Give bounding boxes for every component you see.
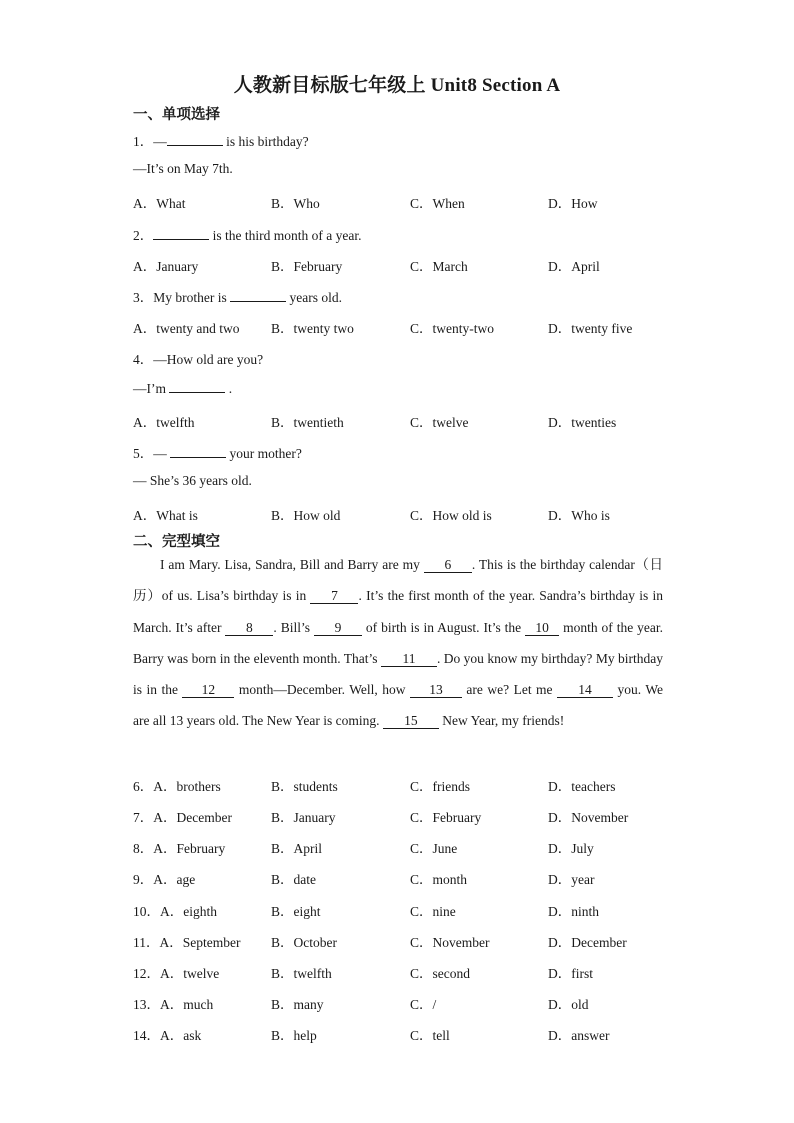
cloze-11-option-d[interactable]: D．December: [548, 935, 627, 950]
answer-blank[interactable]: [230, 289, 286, 302]
question-1-option-b[interactable]: B．Who: [271, 196, 320, 211]
answer-blank[interactable]: [167, 133, 223, 146]
cloze-7-option-a[interactable]: 7．A．December: [133, 810, 232, 825]
question-5-option-a[interactable]: A．What is: [133, 508, 198, 523]
cloze-13-option-b[interactable]: B．many: [271, 997, 324, 1012]
cloze-blank-6[interactable]: 6: [424, 558, 472, 573]
cloze-blank-7[interactable]: 7: [310, 589, 358, 604]
cloze-8-option-c[interactable]: C．June: [410, 841, 458, 856]
question-4-prompt: 4．—How old are you?: [133, 352, 264, 367]
cloze-blank-9[interactable]: 9: [314, 621, 362, 636]
question-1-option-d[interactable]: D．How: [548, 196, 598, 211]
cloze-10-option-b[interactable]: B．eight: [271, 904, 321, 919]
cloze-13-option-a[interactable]: 13．A．much: [133, 997, 214, 1012]
question-2-option-c[interactable]: C．March: [410, 259, 468, 274]
question-3-option-b[interactable]: B．twenty two: [271, 321, 354, 336]
cloze-11-option-c[interactable]: C．November: [410, 935, 490, 950]
question-2-option-d[interactable]: D．April: [548, 259, 600, 274]
cloze-14-option-d[interactable]: D．answer: [548, 1028, 610, 1043]
cloze-9-option-c[interactable]: C．month: [410, 872, 468, 887]
cloze-7-option-c[interactable]: C．February: [410, 810, 482, 825]
document-title: 人教新目标版七年级上 Unit8 Section A: [233, 75, 561, 96]
answer-blank[interactable]: [170, 445, 226, 458]
question-5-option-c[interactable]: C．How old is: [410, 508, 492, 523]
answer-blank[interactable]: [153, 227, 209, 240]
cloze-11-option-b[interactable]: B．October: [271, 935, 337, 950]
cloze-10-option-a[interactable]: 10．A．eighth: [133, 904, 217, 919]
cloze-9-option-d[interactable]: D．year: [548, 872, 595, 887]
section-heading-cloze: 二、完型填空: [133, 534, 220, 550]
cloze-14-option-c[interactable]: C．tell: [410, 1028, 450, 1043]
cloze-7-option-d[interactable]: D．November: [548, 810, 629, 825]
cloze-blank-14[interactable]: 14: [557, 683, 613, 698]
cloze-6-option-c[interactable]: C．friends: [410, 779, 470, 794]
cloze-blank-11[interactable]: 11: [381, 652, 437, 667]
cloze-12-option-d[interactable]: D．first: [548, 966, 593, 981]
cloze-11-option-a[interactable]: 11．A．September: [133, 935, 241, 950]
question-1-answer-line: —It’s on May 7th.: [133, 161, 233, 176]
question-4-option-c[interactable]: C．twelve: [410, 415, 469, 430]
cloze-passage: I am Mary. Lisa, Sandra, Bill and Barry are my 6 . This is the birthday calendar（日历）of us. Lisa’s birthday is in 7 . It’s the first month of the year. Sandra’s birthday is in March. It’s after 8 . Bill’s 9 of birth is in August. It’s the 10 month of the year. Barry was born in the eleventh month. That’s 11 . Do you know my birthday? My birthday is in the 12 month—December. Well, how 13 are we? Let me 14 you. We are all 13 years old. The New Year is coming. 15 New Year, my friends!: [133, 557, 663, 729]
cloze-blank-12[interactable]: 12: [182, 683, 234, 698]
cloze-8-option-a[interactable]: 8．A．February: [133, 841, 226, 856]
question-3-option-c[interactable]: C．twenty-two: [410, 321, 494, 336]
cloze-9-option-b[interactable]: B．date: [271, 872, 316, 887]
question-3-option-d[interactable]: D．twenty five: [548, 321, 633, 336]
question-5-option-b[interactable]: B．How old: [271, 508, 341, 523]
question-3-stem: 3．My brother is years old.: [133, 290, 342, 305]
cloze-7-option-b[interactable]: B．January: [271, 810, 336, 825]
question-4-option-d[interactable]: D．twenties: [548, 415, 617, 430]
question-4-stem: —I’m .: [133, 381, 233, 396]
cloze-12-option-a[interactable]: 12．A．twelve: [133, 966, 220, 981]
cloze-blank-10[interactable]: 10: [525, 621, 559, 636]
question-3-option-a[interactable]: A．twenty and two: [133, 321, 240, 336]
cloze-8-option-d[interactable]: D．July: [548, 841, 594, 856]
question-2-stem: 2． is the third month of a year.: [133, 228, 362, 243]
cloze-blank-13[interactable]: 13: [410, 683, 462, 698]
cloze-6-option-b[interactable]: B．students: [271, 779, 338, 794]
answer-blank[interactable]: [169, 380, 225, 393]
question-1-stem: 1．— is his birthday?: [133, 134, 309, 149]
cloze-14-option-b[interactable]: B．help: [271, 1028, 317, 1043]
question-5-answer-line: — She’s 36 years old.: [133, 473, 252, 488]
question-5-stem: 5．— your mother?: [133, 446, 302, 461]
cloze-8-option-b[interactable]: B．April: [271, 841, 323, 856]
question-2-option-a[interactable]: A．January: [133, 259, 199, 274]
question-4-option-b[interactable]: B．twentieth: [271, 415, 344, 430]
question-1-option-c[interactable]: C．When: [410, 196, 465, 211]
question-2-option-b[interactable]: B．February: [271, 259, 343, 274]
cloze-12-option-c[interactable]: C．second: [410, 966, 470, 981]
cloze-13-option-d[interactable]: D．old: [548, 997, 589, 1012]
cloze-12-option-b[interactable]: B．twelfth: [271, 966, 332, 981]
cloze-10-option-d[interactable]: D．ninth: [548, 904, 600, 919]
cloze-13-option-c[interactable]: C．/: [410, 997, 437, 1012]
cloze-9-option-a[interactable]: 9．A．age: [133, 872, 196, 887]
cloze-blank-8[interactable]: 8: [225, 621, 273, 636]
cloze-blank-15[interactable]: 15: [383, 714, 439, 729]
cloze-10-option-c[interactable]: C．nine: [410, 904, 456, 919]
section-heading-choice: 一、单项选择: [133, 107, 220, 123]
question-4-option-a[interactable]: A．twelfth: [133, 415, 195, 430]
question-1-option-a[interactable]: A．What: [133, 196, 186, 211]
question-5-option-d[interactable]: D．Who is: [548, 508, 610, 523]
cloze-6-option-d[interactable]: D．teachers: [548, 779, 616, 794]
cloze-6-option-a[interactable]: 6．A．brothers: [133, 779, 221, 794]
cloze-14-option-a[interactable]: 14．A．ask: [133, 1028, 202, 1043]
